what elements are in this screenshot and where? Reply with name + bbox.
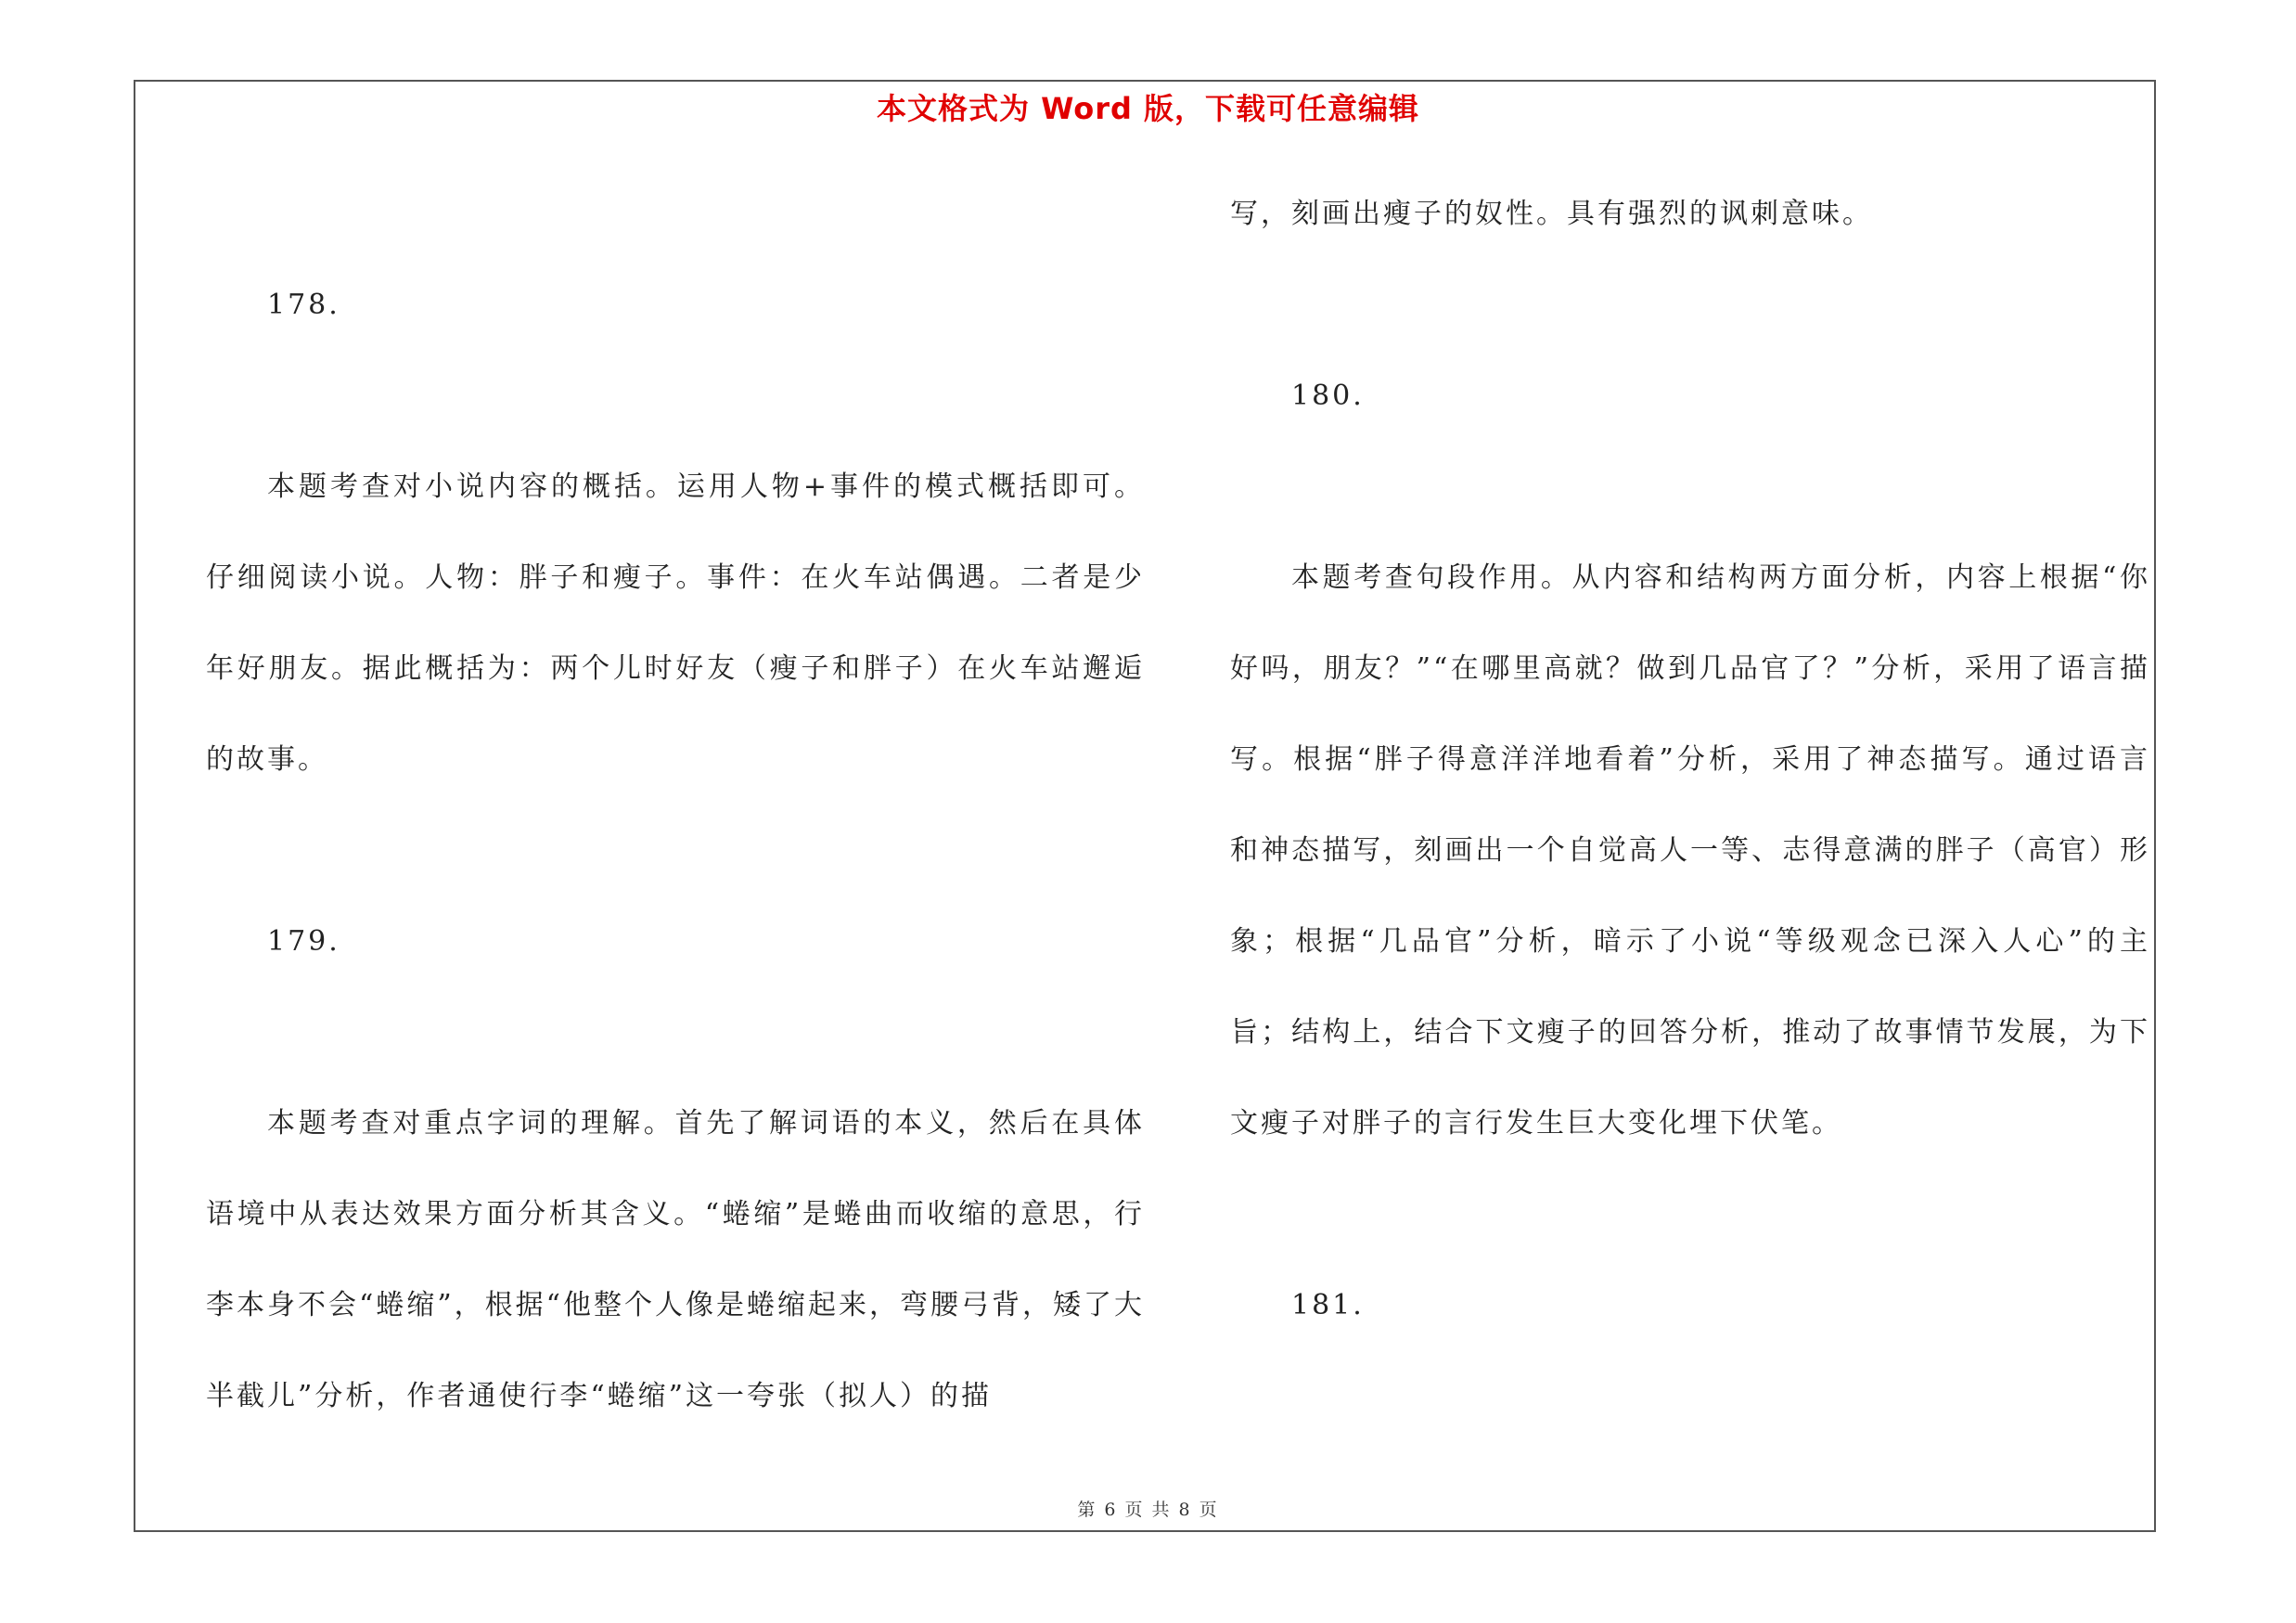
question-181-number: 181. <box>1291 1289 1365 1321</box>
question-178-number: 178. <box>267 289 340 321</box>
question-179-answer: 本题考查对重点字词的理解。首先了解词语的本义，然后在具体语境中从表达效果方面分析其含义。“蜷缩”是蜷曲而收缩的意思，行李本身不会“蜷缩”，根据“他整个人像是蜷缩起来，弯腰弓背，矮了大半截儿”分析，作者通使行李“蜷缩”这一夸张（拟人）的描 <box>206 1107 1146 1412</box>
page-number-footer: 第 6 页 共 8 页 <box>1077 1500 1219 1520</box>
question-180-number: 180. <box>1291 380 1365 412</box>
question-180-answer: 本题考查句段作用。从内容和结构两方面分析，内容上根据“你好吗，朋友？”“在哪里高就？做到几品官了？”分析，采用了语言描写。根据“胖子得意洋洋地看着”分析，采用了神态描写。通过语言和神态描写，刻画出一个自觉高人一等、志得意满的胖子（高官）形象；根据“几品官”分析，暗示了小说“等级观念已深入人心”的主旨；结构上，结合下文瘦子的回答分析，推动了故事情节发展，为下文瘦子对胖子的言行发生巨大变化埋下伏笔。 <box>1230 561 2150 1140</box>
question-179-continuation: 写，刻画出瘦子的奴性。具有强烈的讽刺意味。 <box>1230 198 1873 230</box>
question-178-answer: 本题考查对小说内容的概括。运用人物+事件的模式概括即可。仔细阅读小说。人物：胖子和瘦子。事件：在火车站偶遇。二者是少年好朋友。据此概括为：两个儿时好友（瘦子和胖子）在火车站邂逅的故事。 <box>206 470 1145 776</box>
left-column <box>206 260 1145 1442</box>
right-column <box>1230 169 2150 1351</box>
word-format-banner: 本文格式为 Word 版，下载可任意编辑 <box>876 91 1420 126</box>
question-179-number: 179. <box>267 925 340 958</box>
